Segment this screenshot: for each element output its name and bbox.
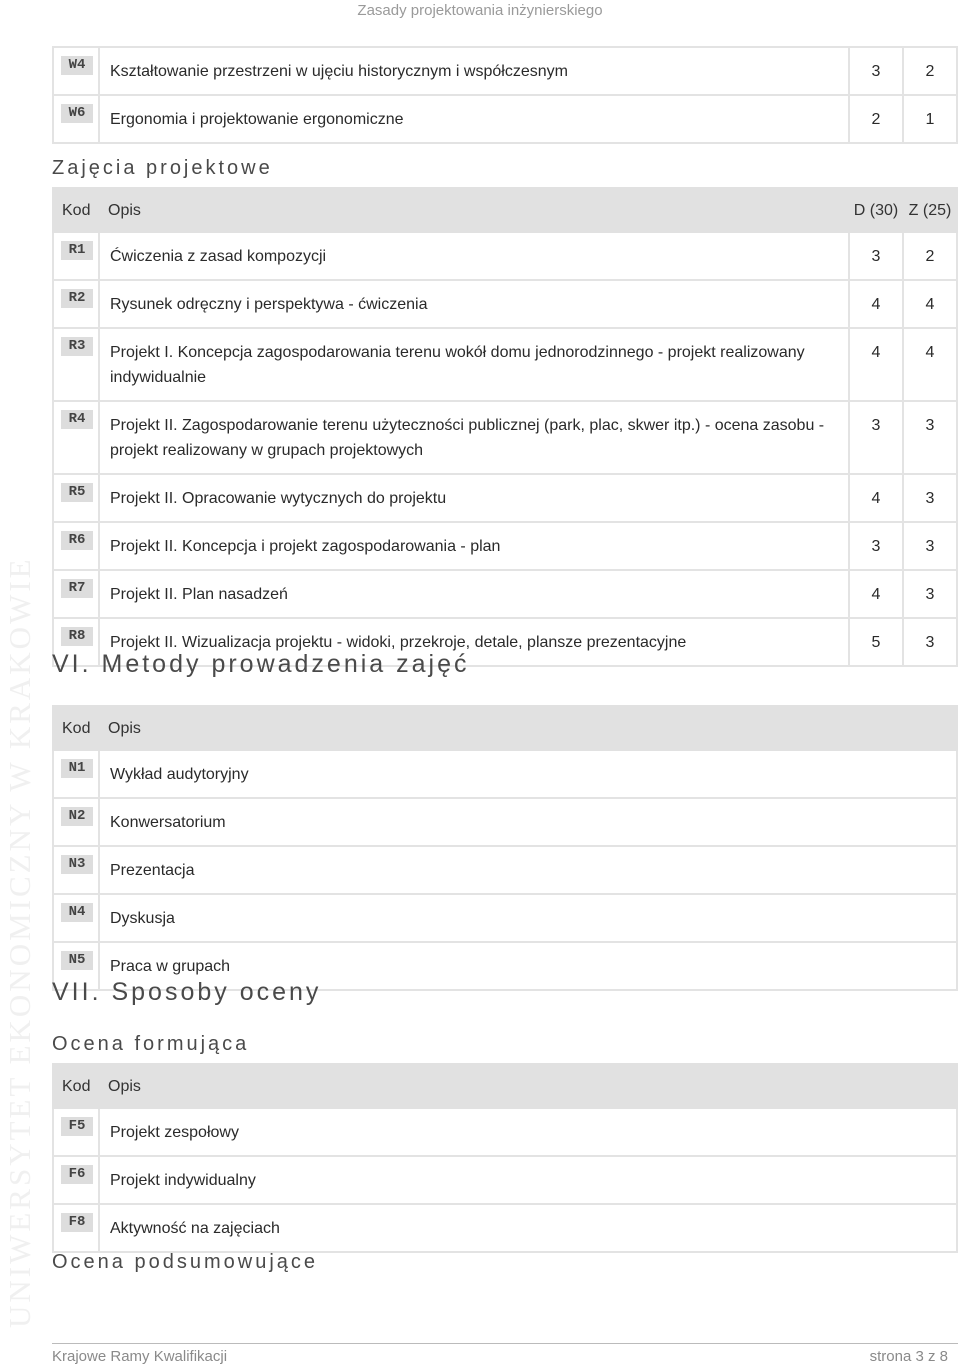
header-desc: Opis (99, 706, 957, 750)
description-cell: Kształtowanie przestrzeni w ujęciu historycznym i współczesnym (99, 47, 849, 95)
header-desc: Opis (99, 188, 849, 232)
description-cell: Projekt zespołowy (99, 1108, 957, 1156)
formative-table (52, 1063, 958, 1253)
assessment-section-title: VII. Sposoby oceny (52, 978, 322, 1006)
description-cell: Rysunek odręczny i perspektywa - ćwiczenia (99, 280, 849, 328)
projects-table-header (53, 188, 957, 232)
table-row (53, 570, 957, 618)
hours-part-time-cell: 3 (903, 474, 957, 522)
code-cell (53, 750, 99, 798)
header-d: D (30) (849, 188, 903, 232)
table-row (53, 474, 957, 522)
code-badge: R3 (61, 337, 93, 356)
description-cell: Ćwiczenia z zasad kompozycji (99, 232, 849, 280)
table-row (53, 401, 957, 474)
table-row (53, 1204, 957, 1252)
code-badge: N3 (61, 855, 93, 874)
header-code: Kod (53, 706, 99, 750)
code-badge: R2 (61, 289, 93, 308)
code-cell (53, 232, 99, 280)
hours-part-time-cell: 3 (903, 570, 957, 618)
table-row (53, 232, 957, 280)
hours-part-time-cell: 1 (903, 95, 957, 143)
table-row (53, 750, 957, 798)
code-cell (53, 522, 99, 570)
code-cell (53, 95, 99, 143)
description-cell: Projekt II. Koncepcja i projekt zagospodarowania - plan (99, 522, 849, 570)
footer-divider (52, 1343, 958, 1344)
code-cell (53, 894, 99, 942)
description-cell: Ergonomia i projektowanie ergonomiczne (99, 95, 849, 143)
table-row (53, 798, 957, 846)
header-code: Kod (53, 188, 99, 232)
table-row (53, 522, 957, 570)
footer-left-text: Krajowe Ramy Kwalifikacji (52, 1348, 228, 1365)
description-cell: Dyskusja (99, 894, 957, 942)
code-badge: F5 (61, 1117, 93, 1136)
methods-section-title: VI. Metody prowadzenia zajęć (52, 650, 470, 678)
table-row (53, 47, 957, 95)
code-cell (53, 474, 99, 522)
formative-section-title: Ocena formująca (52, 1033, 250, 1055)
code-badge: F8 (61, 1213, 93, 1232)
description-cell: Projekt II. Opracowanie wytycznych do projektu (99, 474, 849, 522)
hours-full-time-cell: 5 (849, 618, 903, 666)
table-row (53, 95, 957, 143)
code-badge: R6 (61, 531, 93, 550)
hours-full-time-cell: 3 (849, 522, 903, 570)
code-badge: N1 (61, 759, 93, 778)
code-badge: N2 (61, 807, 93, 826)
hours-part-time-cell: 4 (903, 280, 957, 328)
code-badge: R7 (61, 579, 93, 598)
code-badge: R8 (61, 627, 93, 646)
description-cell: Konwersatorium (99, 798, 957, 846)
code-cell (53, 798, 99, 846)
code-badge: R1 (61, 241, 93, 260)
code-cell (53, 1204, 99, 1252)
methods-table-header (53, 706, 957, 750)
hours-part-time-cell: 2 (903, 232, 957, 280)
table-row (53, 846, 957, 894)
description-cell: Wykład audytoryjny (99, 750, 957, 798)
hours-full-time-cell: 2 (849, 95, 903, 143)
lectures-table (52, 46, 958, 144)
summative-section-title: Ocena podsumowujące (52, 1251, 319, 1273)
hours-full-time-cell: 4 (849, 474, 903, 522)
code-cell (53, 47, 99, 95)
code-badge: F6 (61, 1165, 93, 1184)
code-cell (53, 846, 99, 894)
code-badge: W6 (61, 104, 93, 123)
hours-part-time-cell: 2 (903, 47, 957, 95)
code-cell (53, 280, 99, 328)
code-badge: N4 (61, 903, 93, 922)
hours-part-time-cell: 4 (903, 328, 957, 401)
description-cell: Projekt indywidualny (99, 1156, 957, 1204)
code-badge: N5 (61, 951, 93, 970)
code-cell (53, 570, 99, 618)
methods-table (52, 705, 958, 991)
description-cell: Projekt I. Koncepcja zagospodarowania terenu wokół domu jednorodzinnego - projekt realizowany indywidualnie (99, 328, 849, 401)
code-cell (53, 1156, 99, 1204)
hours-part-time-cell: 3 (903, 522, 957, 570)
description-cell: Praca w grupach (99, 942, 957, 990)
table-row (53, 1156, 957, 1204)
hours-full-time-cell: 3 (849, 47, 903, 95)
table-row (53, 328, 957, 401)
page-header-title: Zasady projektowania inżynierskiego (357, 2, 603, 19)
code-badge: W4 (61, 56, 93, 75)
description-cell: Aktywność na zajęciach (99, 1204, 957, 1252)
watermark-text: UNIWERSYTET EKONOMICZNY W KRAKOWIE (2, 556, 37, 1328)
code-badge: R5 (61, 483, 93, 502)
formative-table-header (53, 1064, 957, 1108)
header-code: Kod (53, 1064, 99, 1108)
code-cell (53, 401, 99, 474)
table-row (53, 1108, 957, 1156)
description-cell: Projekt II. Plan nasadzeń (99, 570, 849, 618)
hours-part-time-cell: 3 (903, 618, 957, 666)
description-cell: Prezentacja (99, 846, 957, 894)
hours-full-time-cell: 4 (849, 570, 903, 618)
projects-section-title: Zajęcia projektowe (52, 157, 273, 179)
code-cell (53, 1108, 99, 1156)
code-badge: R4 (61, 410, 93, 429)
hours-full-time-cell: 3 (849, 401, 903, 474)
table-row (53, 894, 957, 942)
footer-page-number: strona 3 z 8 (869, 1348, 948, 1365)
hours-part-time-cell: 3 (903, 401, 957, 474)
projects-table (52, 187, 958, 667)
header-z: Z (25) (903, 188, 957, 232)
hours-full-time-cell: 4 (849, 328, 903, 401)
code-cell (53, 328, 99, 401)
hours-full-time-cell: 3 (849, 232, 903, 280)
description-cell: Projekt II. Zagospodarowanie terenu użyteczności publicznej (park, plac, skwer itp.) - ocena zasobu - projekt realizowany w grupach projektowych (99, 401, 849, 474)
hours-full-time-cell: 4 (849, 280, 903, 328)
table-row (53, 280, 957, 328)
header-desc: Opis (99, 1064, 957, 1108)
description-cell: Projekt II. Wizualizacja projektu - widoki, przekroje, detale, plansze prezentacyjne (99, 618, 849, 666)
